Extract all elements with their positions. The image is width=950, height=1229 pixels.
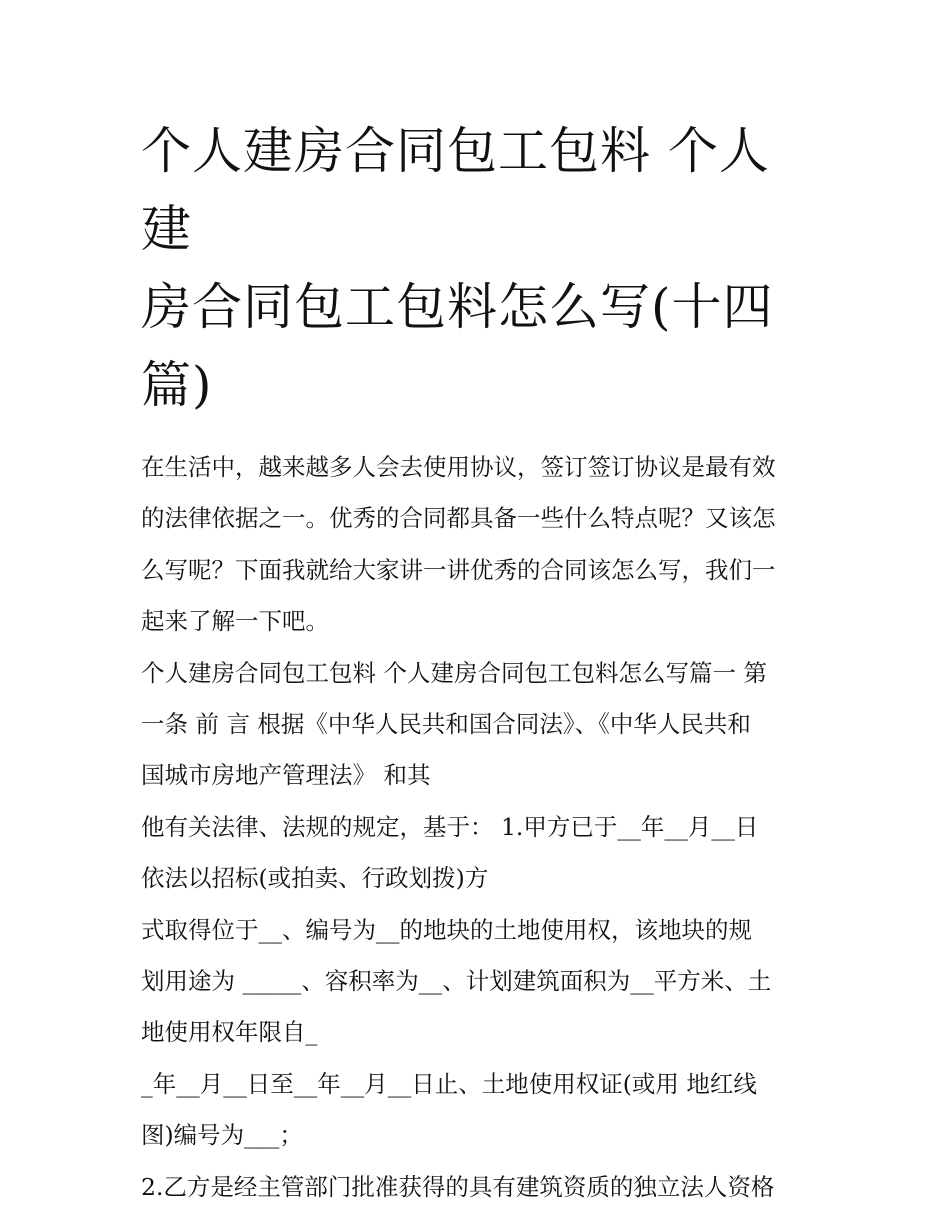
body-line: 依法以招标(或拍卖、行政划拨)方 — [141, 864, 489, 893]
document-title — [141, 112, 813, 424]
body-line: _年__月__日至__年__月__日止、土地使用权证(或用 地红线 — [141, 1069, 757, 1098]
document-body — [141, 442, 813, 1213]
body-line: 地使用权年限自_ — [141, 1018, 318, 1047]
body-line: 起来了解一下吧。 — [141, 607, 329, 636]
body-line: 么写呢？下面我就给大家讲一讲优秀的合同该怎么写，我们一 — [141, 555, 776, 584]
body-line: 一条 前 言 根据《中华人民共和国合同法》、《中华人民共和 — [141, 710, 751, 739]
body-line: 国城市房地产管理法》 和其 — [141, 761, 431, 790]
body-line: 划用途为 _____、容积率为__、计划建筑面积为__平方米、土 — [141, 967, 772, 996]
body-line: 式取得位于__、编号为__的地块的土地使用权，该地块的规 — [141, 915, 752, 944]
body-line: 个人建房合同包工包料 个人建房合同包工包料怎么写篇一 第 — [141, 658, 767, 687]
body-line: 的法律依据之一。优秀的合同都具备一些什么特点呢？又该怎 — [141, 504, 776, 533]
body-line: 在生活中，越来越多人会去使用协议，签订签订协议是最有效 — [141, 453, 776, 481]
title-line: 个人建房合同包工包料 个人建 — [141, 122, 770, 258]
title-line: 房合同包工包料怎么写(十四 — [141, 278, 774, 336]
body-line: 图)编号为___； — [141, 1121, 303, 1150]
title-line: 篇) — [141, 356, 213, 414]
body-line: 2.乙方是经主管部门批准获得的具有建筑资质的独立法人资格 — [141, 1172, 775, 1201]
document-page — [141, 112, 813, 1213]
body-line: 他有关法律、法规的规定，基于： 1.甲方已于__年__月__日 — [141, 812, 759, 841]
